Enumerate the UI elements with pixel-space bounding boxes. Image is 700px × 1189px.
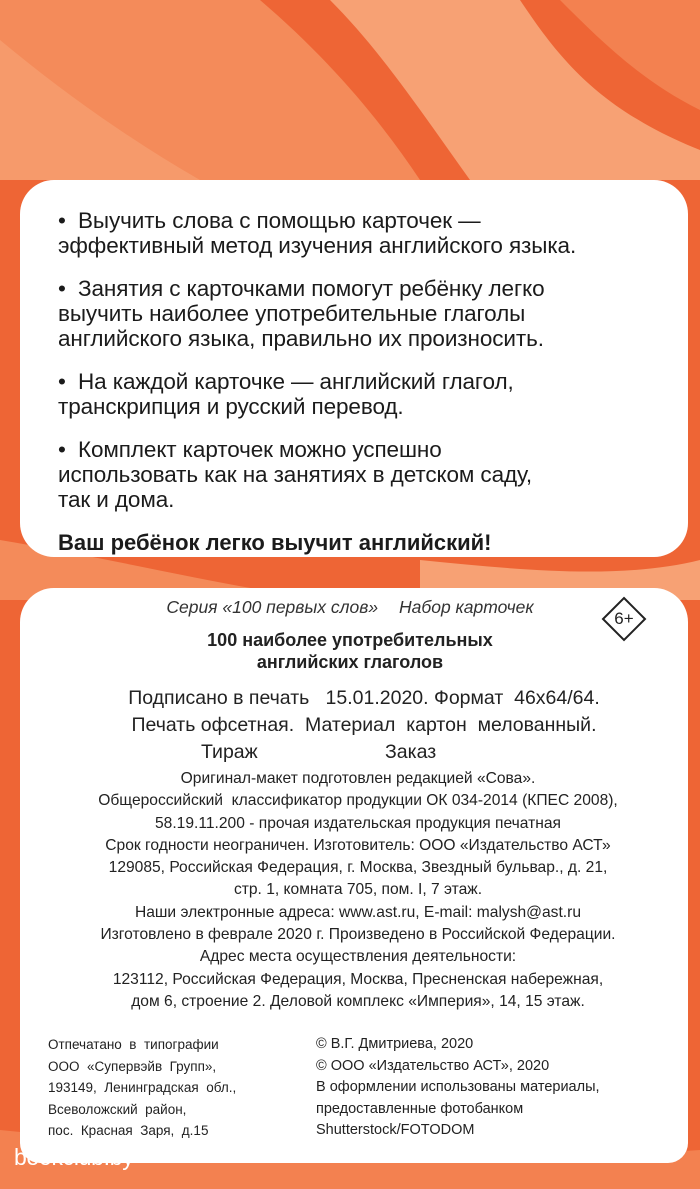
legal-line: 129085, Российская Федерация, г. Москва, Звездный бульвар., д. 21,	[108, 859, 608, 877]
legal-line: 58.19.11.200 - прочая издательская продукция печатная	[155, 814, 561, 832]
bullet-marker: •	[58, 276, 66, 301]
order-label: Заказ	[385, 741, 437, 763]
legal-line: Адрес места осуществления деятельности:	[199, 948, 517, 966]
printer-line: Всеволожский район,	[48, 1101, 187, 1117]
legal-line: Наши электронные адреса: www.ast.ru, E-mail: malysh@ast.ru	[134, 903, 582, 921]
legal-line: Срок годности неограничен. Изготовитель: ООО «Издательство АСТ»	[105, 836, 611, 854]
bullet-text: Занятия с карточками помогут ребёнку легко	[78, 276, 545, 301]
legal-imprint	[0, 768, 700, 1013]
bullet-item	[58, 369, 678, 419]
copyright-line: В оформлении использованы материалы,	[316, 1079, 600, 1095]
printer-line: 193149, Ленинградская обл.,	[48, 1080, 237, 1095]
copyright-info	[316, 1034, 686, 1142]
bullet-marker: •	[58, 208, 66, 233]
printer-line: Отпечатано в типографии	[48, 1037, 219, 1052]
copyright-line: Shutterstock/FOTODOM	[316, 1122, 475, 1138]
bullet-text: транскрипция и русский перевод.	[58, 394, 404, 419]
bullet-marker: •	[58, 369, 66, 394]
bullet-text: На каждой карточке — английский глагол,	[78, 369, 514, 394]
bullet-text: Комплект карточек можно успешно	[78, 437, 442, 462]
legal-line: 123112, Российская Федерация, Москва, Пресненская набережная,	[112, 970, 604, 988]
closing-statement: Ваш ребёнок легко выучит английский!	[58, 530, 492, 555]
series-line	[0, 597, 700, 618]
bullet-item	[58, 276, 678, 351]
printer-info	[48, 1034, 298, 1142]
copyright-line: © ООО «Издательство АСТ», 2020	[316, 1057, 550, 1074]
legal-line: Оригинал-макет подготовлен редакцией «Сова».	[180, 770, 536, 787]
set-type: Набор карточек	[399, 597, 534, 617]
circulation-label: Тираж	[201, 741, 258, 763]
circulation-order-row	[0, 739, 700, 766]
legal-line: Общероссийский классификатор продукции ОК 034-2014 (КПЕС 2008),	[98, 792, 618, 810]
product-title	[0, 629, 700, 673]
product-title-line: английских глаголов	[256, 652, 444, 672]
bullet-text: эффективный метод изучения английского языка.	[58, 233, 577, 258]
bullet-text: английского языка, правильно их произносить.	[58, 326, 544, 351]
copyright-line: © В.Г. Дмитриева, 2020	[316, 1036, 474, 1052]
bullet-text: использовать как на занятиях в детском саду,	[58, 462, 533, 487]
site-watermark: bookclub.by	[14, 1144, 134, 1170]
printer-line: пос. Красная Заря, д.15	[48, 1123, 209, 1138]
print-info	[0, 685, 700, 766]
printing-material: Печать офсетная. Материал картон мелованный.	[131, 714, 597, 736]
printer-line: ООО «Супервэйв Групп»,	[48, 1058, 217, 1074]
series-name: Серия «100 первых слов»	[166, 597, 379, 617]
legal-line: стр. 1, комната 705, пом. I, 7 этаж.	[233, 881, 483, 899]
legal-line: дом 6, строение 2. Деловой комплекс «Империя», 14, 15 этаж.	[131, 992, 585, 1010]
bullet-text: Выучить слова с помощью карточек —	[78, 208, 481, 233]
age-rating-badge	[601, 596, 647, 642]
bullet-item	[58, 208, 678, 258]
copyright-line: предоставленные фотобанком	[316, 1100, 524, 1117]
bullet-text: так и дома.	[58, 487, 175, 512]
bullet-marker: •	[58, 437, 66, 462]
signed-to-print: Подписано в печать 15.01.2020. Формат 46х64/64.	[128, 687, 600, 709]
bullet-text: выучить наиболее употребительные глаголы	[58, 301, 526, 326]
bullet-list	[58, 208, 678, 556]
bullet-item	[58, 437, 678, 512]
age-rating-text: 6+	[614, 609, 634, 628]
product-title-line: 100 наиболее употребительных	[207, 630, 493, 650]
legal-line: Изготовлено в феврале 2020 г. Произведено в Российской Федерации.	[100, 926, 616, 944]
